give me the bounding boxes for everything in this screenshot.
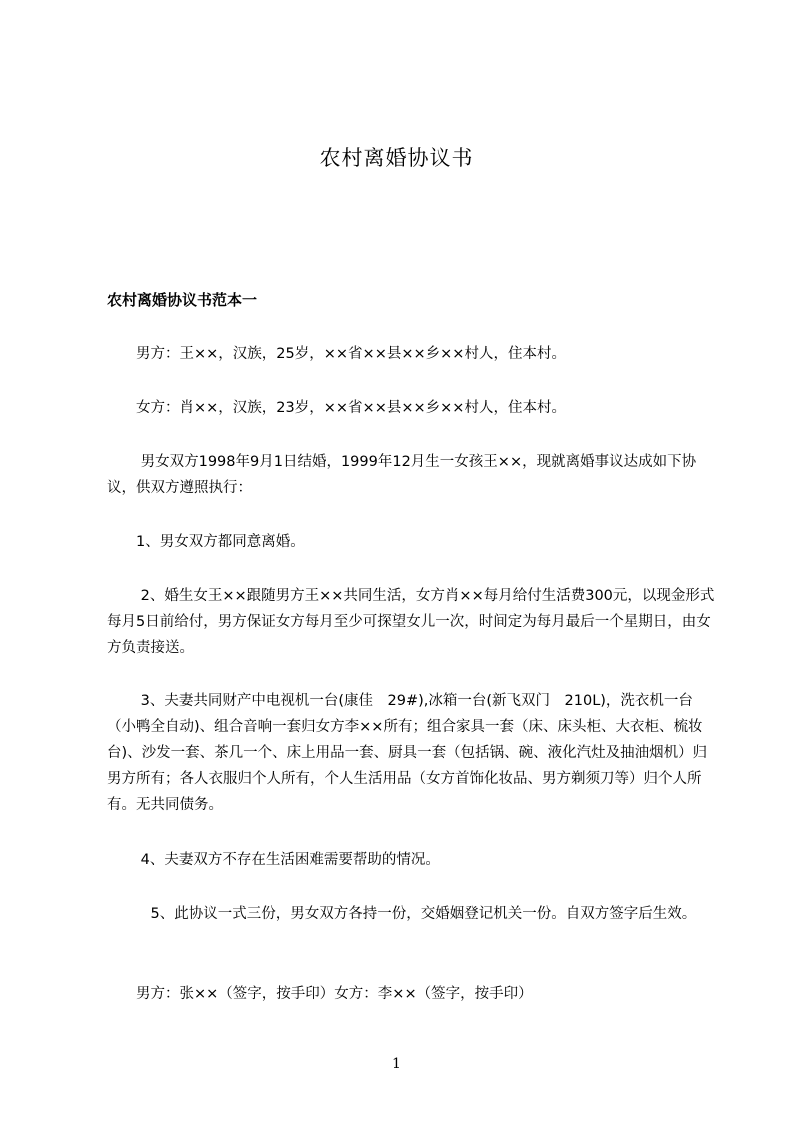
paragraph-item-1: 1、男女双方都同意离婚。 xyxy=(107,534,305,550)
paragraph-item-3: 3、夫妻共同财产中电视机一台(康佳 29#),冰箱一台(新飞双门 210L)，洗衣机一台（小鸭全自动)、组合音响一套归女方李××所有；组合家具一套（床、床头柜、大衣柜、梳妆台)、沙发一套、茶几一个、床上用品一套、厨具一套（包括锅、碗、液化汽灶及抽油烟机）归男方所有；各人衣服归个人所有，个人生活用品（女方首饰化妆品、男方剃须刀等）归个人所有。无共同债务。 xyxy=(107,693,708,813)
paragraph-signature: 男方：张××（签字，按手印）女方：李××（签字，按手印） xyxy=(107,986,533,1002)
page-number: 1 xyxy=(392,1056,401,1072)
paragraph-item-5: 5、此协议一式三份，男女双方各持一份，交婚姻登记机关一份。自双方签字后生效。 xyxy=(107,906,697,922)
section-subtitle: 农村离婚协议书范本一 xyxy=(107,291,258,309)
paragraph-item-2: 2、婚生女王××跟随男方王××共同生活，女方肖××每月给付生活费300元，以现金形式每月5日前给付，男方保证女方每月至少可探望女儿一次，时间定为每月最后一个星期日，由女方负责接送。 xyxy=(107,588,715,656)
paragraph-man-info: 男方：王××，汉族，25岁，××省××县××乡××村人，住本村。 xyxy=(107,346,566,362)
document-title: 农村离婚协议书 xyxy=(319,146,474,170)
paragraph-intro: 男女双方1998年9月1日结婚，1999年12月生一女孩王××，现就离婚事议达成如下协议，供双方遵照执行： xyxy=(107,454,697,496)
paragraph-item-4: 4、夫妻双方不存在生活困难需要帮助的情况。 xyxy=(107,852,440,868)
paragraph-woman-info: 女方：肖××，汉族，23岁，××省××县××乡××村人，住本村。 xyxy=(107,400,566,416)
